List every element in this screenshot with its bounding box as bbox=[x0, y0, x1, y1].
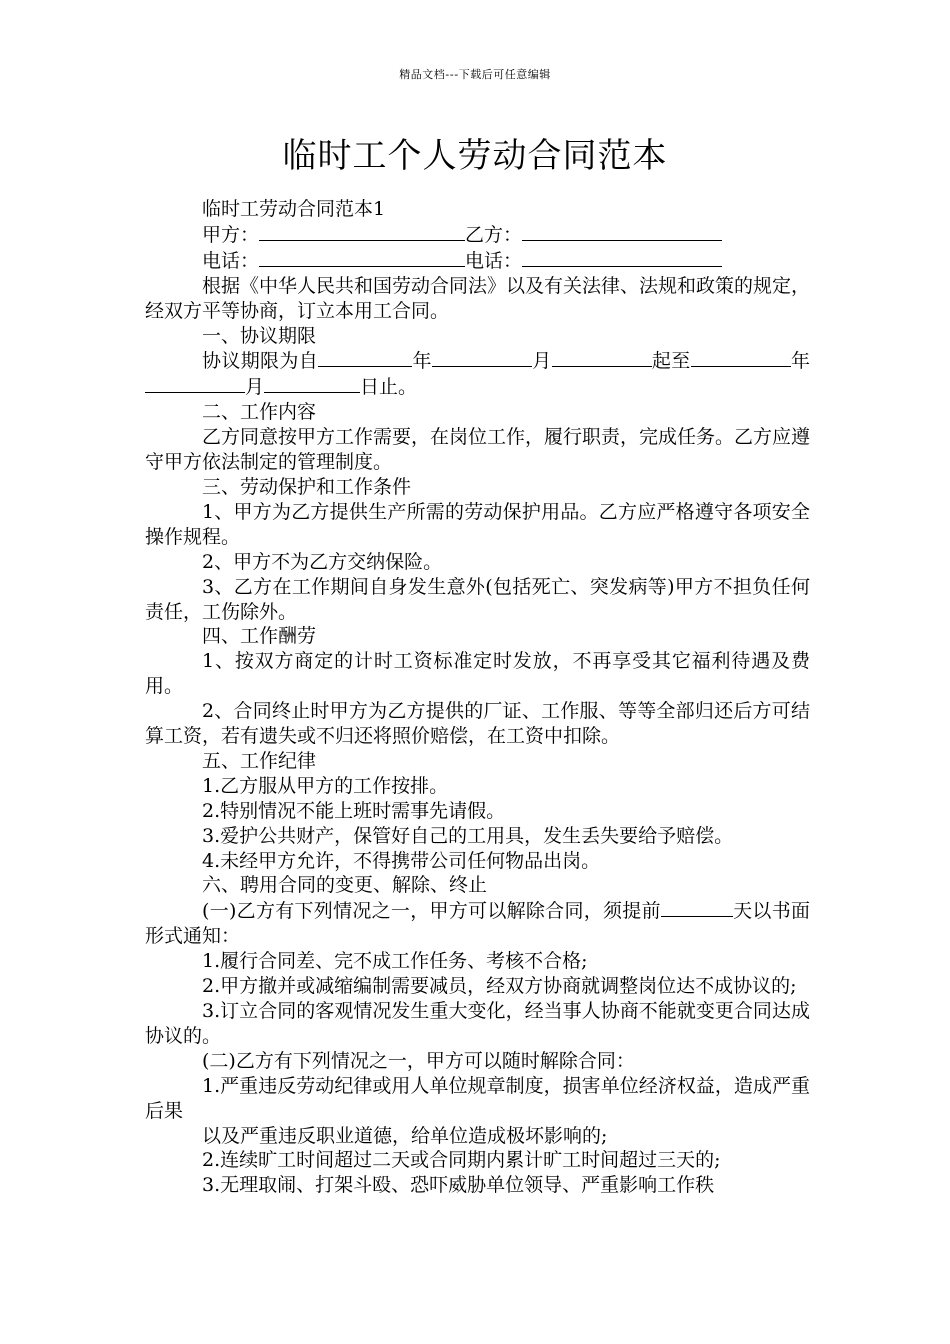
section-6-b-item-1: 1.严重违反劳动纪律或用人单位规章制度，损害单位经济权益，造成严重后果 bbox=[145, 1074, 810, 1122]
section-6-title: 六、聘用合同的变更、解除、终止 bbox=[202, 874, 488, 897]
section-3-title: 三、劳动保护和工作条件 bbox=[202, 475, 412, 498]
section-5-item-1: 1.乙方服从甲方的工作按排。 bbox=[202, 774, 449, 797]
section-2-title: 二、工作内容 bbox=[202, 401, 317, 424]
contract-subtitle: 临时工劳动合同范本1 bbox=[202, 198, 386, 220]
section-6-b-item-1-cont: 以及严重违反职业道德，给单位造成极坏影响的; bbox=[202, 1124, 608, 1147]
section-6-a-item-3: 3.订立合同的客观情况发生重大变化，经当事人协商不能就变更合同达成协议的。 bbox=[145, 1000, 810, 1047]
section-2-text: 乙方同意按甲方工作需要，在岗位工作，履行职责，完成任务。乙方应遵守甲方依法制定的管理制度。 bbox=[145, 426, 810, 474]
section-6-a-item-1: 1.履行合同差、完不成工作任务、考核不合格; bbox=[202, 950, 588, 973]
phone-line bbox=[145, 248, 810, 274]
section-6-b-item-3: 3.无理取闹、打架斗殴、恐吓威胁单位领导、严重影响工作秩 bbox=[202, 1174, 715, 1197]
end-year-blank-b[interactable] bbox=[769, 348, 791, 367]
section-3-item-3: 3、乙方在工作期间自身发生意外(包括死亡、突发病等)甲方不担负任何责任，工伤除外。 bbox=[145, 575, 810, 623]
end-month-blank[interactable] bbox=[145, 374, 245, 393]
end-day-blank[interactable] bbox=[264, 374, 360, 393]
section-5-title: 五、工作纪律 bbox=[202, 749, 317, 772]
phone-b-blank[interactable] bbox=[522, 248, 722, 267]
section-6-b: (二)乙方有下列情况之一，甲方可以随时解除合同： bbox=[202, 1049, 635, 1072]
preamble: 根据《中华人民共和国劳动合同法》以及有关法律、法规和政策的规定，经双方平等协商，订立本用工合同。 bbox=[145, 274, 810, 322]
party-b-label: 乙方： bbox=[465, 223, 523, 246]
section-4-item-1: 1、按双方商定的计时工资标准定时发放，不再享受其它福利待遇及费用。 bbox=[145, 650, 810, 698]
section-1-title: 一、协议期限 bbox=[202, 324, 317, 347]
section-3-item-1: 1、甲方为乙方提供生产所需的劳动保护用品。乙方应严格遵守各项安全操作规程。 bbox=[145, 500, 810, 548]
end-year-blank-a[interactable] bbox=[691, 348, 769, 367]
term-text-start: 协议期限为自 bbox=[202, 350, 319, 373]
party-a-label: 甲方： bbox=[202, 223, 260, 246]
section-6-a-text: (一)乙方有下列情况之一，甲方可以解除合同，须提前 bbox=[202, 900, 661, 923]
term-year2-label: 年 bbox=[790, 350, 810, 373]
start-month-blank[interactable] bbox=[432, 348, 532, 367]
party-line bbox=[145, 222, 810, 248]
start-day-blank[interactable] bbox=[552, 348, 652, 367]
term-paragraph bbox=[145, 348, 810, 400]
start-year-blank[interactable] bbox=[318, 348, 412, 367]
section-3-item-2: 2、甲方不为乙方交纳保险。 bbox=[202, 550, 443, 573]
term-month2-label: 月 bbox=[245, 376, 265, 399]
page-header: 精品文档---下载后可任意编辑 bbox=[399, 68, 551, 81]
term-year-label: 年 bbox=[412, 350, 432, 373]
section-5-item-4: 4.未经甲方允许，不得携带公司任何物品出岗。 bbox=[202, 849, 601, 872]
term-month-label: 月 bbox=[531, 350, 552, 373]
party-a-blank[interactable] bbox=[259, 222, 465, 241]
section-5-item-2: 2.特别情况不能上班时需事先请假。 bbox=[202, 799, 506, 822]
section-6-b-item-2: 2.连续旷工时间超过二天或合同期内累计旷工时间超过三天的; bbox=[202, 1149, 721, 1172]
term-from-label: 起至 bbox=[651, 350, 691, 373]
term-end-label: 日止。 bbox=[360, 376, 418, 399]
section-4-item-2: 2、合同终止时甲方为乙方提供的厂证、工作服、等等全部归还后方可结算工资，若有遗失或不归还将照价赔偿，在工资中扣除。 bbox=[145, 700, 810, 748]
section-6-a bbox=[145, 898, 810, 949]
phone-a-blank[interactable] bbox=[259, 248, 465, 267]
phone-b-label: 电话： bbox=[465, 249, 523, 272]
section-5-item-3: 3.爱护公共财产，保管好自己的工用具，发生丢失要给予赔偿。 bbox=[202, 824, 734, 847]
notice-days-blank-b[interactable] bbox=[725, 898, 733, 917]
phone-a-label: 电话： bbox=[202, 249, 260, 272]
notice-days-blank-a[interactable] bbox=[661, 898, 725, 917]
section-6-a-item-2: 2.甲方撤并或减缩编制需要减员，经双方协商就调整岗位达不成协议的; bbox=[202, 975, 797, 998]
document-body bbox=[145, 197, 810, 1198]
section-6-a-tail: 天以书面形式通知： bbox=[145, 900, 810, 948]
section-4-title: 四、工作酬劳 bbox=[202, 625, 317, 648]
party-b-blank[interactable] bbox=[522, 222, 722, 241]
document-title: 临时工个人劳动合同范本 bbox=[282, 136, 668, 176]
